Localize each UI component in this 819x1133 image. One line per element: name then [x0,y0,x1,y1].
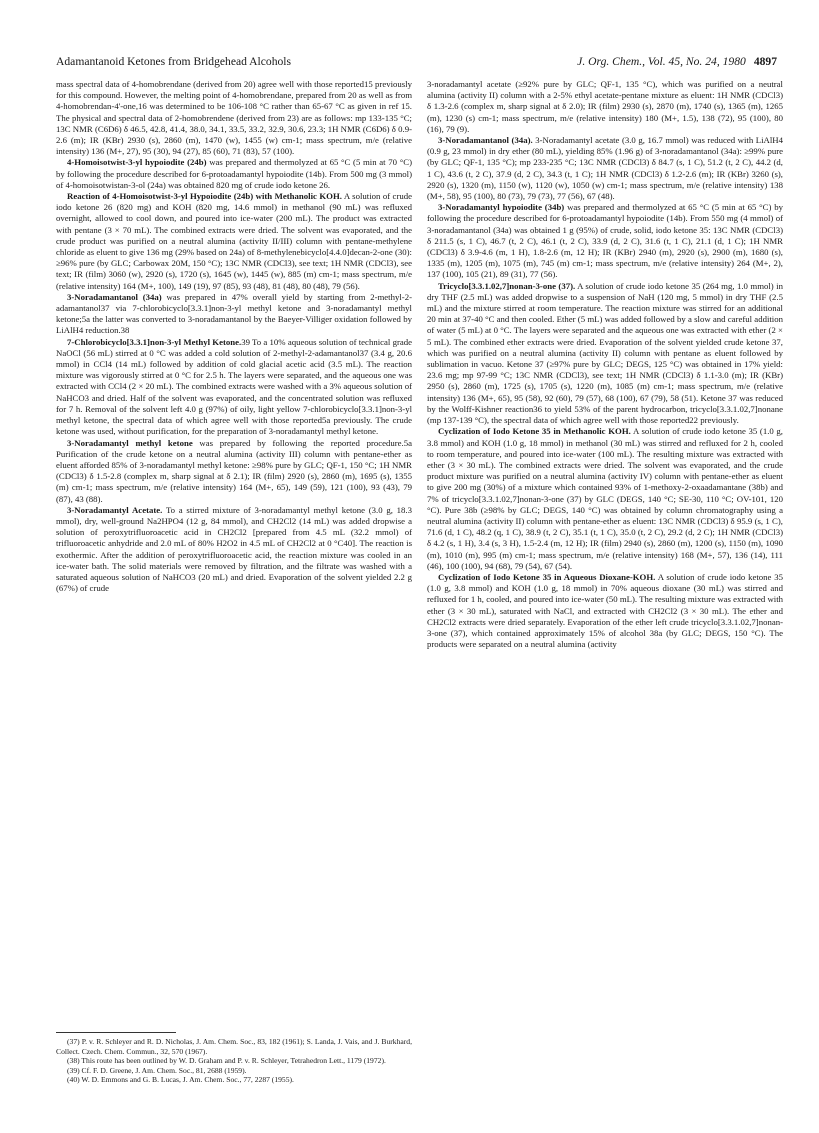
paragraph-heading: 3-Noradamantanol (34a). [438,135,533,146]
right-paragraph [427,79,783,135]
page-number: 4897 [753,55,777,68]
paragraph-heading: Tricyclo[3.3.1.02,7]nonan-3-one (37). [438,280,576,291]
right-paragraph [427,135,783,202]
left-paragraph [56,438,412,505]
footnote: (37) P. v. R. Schleyer and R. D. Nicholas, J. Am. Chem. Soc., 83, 182 (1961); S. Landa, J. Vais, and J. Burkhard, Collect. Czech. Chem. Commun., 32, 570 (1967). [56,1037,412,1056]
paragraph-heading: Cyclization of Iodo Ketone 35 in Methanolic KOH. [438,426,631,437]
paragraph-text: A solution of crude iodo ketone 35 (1.0 g, 3.8 mmol) and KOH (1.0 g, 18 mmol) in methanol (30 mL) was stirred and refluxed for 2 h, cooled to room temperature, and poured into ice-water (100 mL). The resulting mixture was extracted with ether (3 × 30 mL). The combined extracts were dried. The solvent was evaporated, and the crude product mixture was purified on a neutral alumina (activity IV) column with pentane-ether as eluent to give 200 mg (30%) of a mixture which contained 93% of 1-methoxy-2-oxaadamantane (38b) and 7% of tricyclo[3.3.1.02,7]nonan-3-one (37) by GLC (DEGS, 140 °C; SE-30, 110 °C; OV-101, 120 °C). Pure 38b (≥98% by GLC; DEGS, 140 °C) was obtained by column chromatography using a neutral alumina (activity II) column with pentane-ether as eluent: 13C NMR (CDCl3) δ 95.9 (s, 1 C), 71.6 (d, 1 C), 48.2 (q, 1 C), 38.9 (t, 2 C), 35.1 (t, 1 C), 35.0 (t, 2 C), 29.2 (d, 2 C); 1H NMR (CDCl3) δ 4.2 (s, 1 H), 3.4 (s, 3 H), 1.5-2.4 (m, 12 H); IR (film) 2940 (s), 2860 (m), 1200 (s), 1150 (m), 1090 (m), 1010 (m), 995 (m) cm-1; mass spectrum, m/e (relative intensity) 168 (M+, 57), 136 (14), 111 (46), 100 (100), 94 (68), 79 (54), 67 (54). [427,426,783,571]
paragraph-heading: 3-Noradamantanol (34a) [67,291,162,302]
footnote: (39) Cf. F. D. Greene, J. Am. Chem. Soc., 81, 2688 (1959). [67,1065,247,1075]
paragraph-text: 3-Noradamantyl acetate (3.0 g, 16.7 mmol) was reduced with LiAlH4 (0.9 g, 23 mmol) in dry ether (80 mL), yielding 85% (1.96 g) of 3-noradamantanol (34a): ≥99% pure (by GLC; QF-1, 135 °C); mp 233-235 °C; 13C NMR (CDCl3) δ 84.7 (s, 1 C), 51.2 (t, 2 C), 44.2 (d, 1 C), 43.6 (t, 2 C), 37.9 (d, 2 C), 34.3 (t, 1 C); 1H NMR (CDCl3) δ 1.2-2.6 (m); IR (KBr) 3260 (s), 2920 (s), 1320 (m), 1150 (w), 1120 (w), 1050 (w) cm-1; mass spectrum, m/e (relative intensity) 138 (M+, 58), 95 (100), 80 (73), 79 (73), 77 (56), 67 (48). [427,135,783,202]
footnote: (38) This route has been outlined by W. D. Graham and P. v. R. Schleyer, Tetrahedron Lett., 1179 (1972). [67,1056,386,1066]
left-paragraph [56,505,412,595]
left-paragraph [56,337,412,438]
running-title: Adamantanoid Ketones from Bridgehead Alcohols [56,55,292,68]
left-paragraph [56,79,412,157]
paragraph-heading: 3-Noradamantyl Acetate. [67,504,163,515]
journal-citation [577,55,777,68]
left-paragraph [56,157,412,191]
paragraph-text: A solution of crude iodo ketone 35 (1.0 g, 3.8 mmol) and KOH (1.0 g, 18 mmol) in 70% aqueous dioxane (30 mL) was stirred and refluxed for 1 h, cooled, and poured into ice-water (50 mL). The resulting mixture was extracted with ether (3 × 30 mL), saturated with NaCl, and extracted with CH2Cl2 (3 × 30 mL). The ether and CH2Cl2 extracts were dried separately. Evaporation of the ether left crude tricyclo[3.3.1.02,7]nonan-3-one (37), which contained approximately 15% of alcohol 38a (by GLC; DEGS, 150 °C). The products were separated on a neutral alumina (activity [427,571,783,650]
paragraph-heading: 7-Chlorobicyclo[3.3.1]non-3-yl Methyl Ketone. [67,336,242,347]
left-column [56,79,412,594]
paragraph-heading: Reaction of 4-Homoisotwist-3-yl Hypoiodite (24b) with Methanolic KOH. [67,191,342,202]
paragraph-text: A solution of crude iodo ketone 26 (820 mg) and KOH (820 mg, 14.6 mmol) in methanol (90 mL) was refluxed overnight, allowed to cool down, and poured into ice-water (200 mL). The product was extracted with pentane (3 × 70 mL). The combined extracts were dried. The solvent was evaporated, and the crude product was purified on a neutral alumina (activity II/III) column with pentane-methylene chloride as eluent to give 136 mg (29% based on 24a) of 8-methylenebicyclo[4.4.0]decan-2-one (30): ≥96% pure (by GLC; Carbowax 20M, 150 °C); 13C NMR (CDCl3), see text; 1H NMR (CDCl3), see text; IR (film) 3060 (w), 2920 (s), 1720 (s), 1645 (w), 1445 (w), 885 (m) cm-1; mass spectrum, m/e (relative intensity) 164 (M+, 100), 149 (19), 97 (85), 93 (48), 81 (48), 80 (48), 79 (56). [56,191,412,291]
right-paragraph [427,426,783,572]
footnote: (40) W. D. Emmons and G. B. Lucas, J. Am. Chem. Soc., 77, 2287 (1955). [67,1075,294,1085]
running-header [56,55,777,71]
paragraph-text: was prepared by following the reported procedure.5a Purification of the crude ketone on a neutral alumina (activity III) column with pentane-ether as eluent afforded 85% of 3-noradamantyl methyl ketone: ≥98% pure by GLC; QF-1, 150 °C; 1H NMR (CDCl3) δ 1.5-2.8 (complex m, sharp signal at δ 2.1); IR (film) 2920 (s), 2860 (m), 1695 (s), 1355 (m) cm-1; mass spectrum, m/e (relative intensity) 164 (M+, 65), 149 (59), 121 (100), 93 (43), 79 (87), 43 (88). [56,437,412,504]
paragraph-text: 3-noradamantyl acetate (≥92% pure by GLC; QF-1, 135 °C), which was purified on a neutral alumina (activity II) column with a 2-5% ethyl acetate-pentane mixture as eluent: 1H NMR (CDCl3) δ 1.3-2.6 (complex m, sharp signal at δ 2.0); IR (film) 2930 (s), 2870 (m), 1740 (s), 1365 (m), 1265 (m), 1230 (s) cm-1; mass spectrum, m/e (relative intensity) 180 (M+, 1.5), 138 (72), 95 (100), 80 (16), 79 (9). [427,79,783,134]
paragraph-text: To a stirred mixture of 3-noradamantyl methyl ketone (3.0 g, 18.3 mmol), dry, well-ground Na2HPO4 (12 g, 84 mmol), and CH2Cl2 (14 mL) was added dropwise a solution of peroxytrifluoroacetic acid in CH2Cl2 [prepared from 4.5 mL (32.2 mmol) of trifluoroacetic anhydride and 2.0 mL of 80% H2O2 in 4.5 mL of CH2Cl2 at 0 °C40]. The reaction is exothermic. After the addition of peroxytrifluoroacetic acid, the reaction mixture was cooled in an ice-water bath. The solid materials were removed by filtration, and the filtrate was washed with a saturated aqueous solution of NaHCO3 (20 mL) and dried. Evaporation of the solvent yielded 2.2 g (67%) of crude [56,504,412,594]
footnotes [56,1032,412,1085]
left-paragraph [56,292,412,337]
right-paragraph [427,202,783,280]
paragraph-heading: 3-Noradamantyl hypoiodite (34b) [438,202,565,213]
right-paragraph [427,281,783,427]
right-paragraph [427,572,783,650]
paragraph-text: was prepared and thermolyzed at 65 °C (5 min at 70 °C) by following the procedure described for 6-protoadamantyl hypoiodite (14b). From 500 mg (3 mmol) of 4-homoisotwistan-3-ol (24a) was obtained 820 mg of crude iodo ketone 26. [56,157,412,190]
paragraph-text: was prepared and thermolyzed at 65 °C (5 min at 65 °C) by following the procedure described for 6-protoadamantyl hypoiodite (14b). From 550 mg (4 mmol) of 3-noradamantanol (34a) was obtained 1 g (95%) of crude, solid, iodo ketone 35: 13C NMR (CDCl3) δ 211.5 (s, 1 C), 46.7 (t, 2 C), 46.1 (t, 2 C), 33.9 (d, 2 C), 31.6 (t, 1 C), 21.1 (d, 1 C); 1H NMR (CDCl3) δ 3.9-4.6 (m, 1 H), 1.8-2.6 (m, 12 H); IR (KBr) 2940 (m), 2920 (s), 2900 (m), 1680 (s), 1335 (m), 1205 (m), 1075 (m), 745 (m) cm-1; mass spectrum, m/e (relative intensity) 264 (M+, 2), 137 (100), 105 (21), 89 (31), 77 (56). [427,202,783,280]
left-paragraph [56,191,412,292]
paragraph-text: A solution of crude iodo ketone 35 (264 mg, 1.0 mmol) in dry THF (2.5 mL) was added dropwise to a suspension of NaH (120 mg, 5 mmol) in dry THF (2.5 mL) and the mixture stirred at room temperature. The reaction mixture was stirred for an additional 20 min at 37-40 °C and then cooled. Ether (5 mL) was added followed by a slow and careful addition of water (5 mL) at 0 °C. The layers were separated and the aqueous one was extracted with ether (2 × 5 mL). The combined ether extracts were dried. Evaporation of the solvent yielded crude ketone 37, which was purified on a neutral alumina (activity II) column with pentane as eluent followed by sublimation in vacuo. Ketone 37 (≥97% pure by GLC; DEGS, 125 °C) was obtained in 17% yield: 23.6 mg; mp 97-99 °C; 13C NMR (CDCl3), see text; 1H NMR (CDCl3) δ 1.1-3.0 (m); IR (KBr) 2950 (s), 2860 (m), 1725 (s), 1705 (s), 1220 (m), 1085 (m) cm-1; mass spectrum, m/e (relative intensity) 136 (M+, 65), 95 (58), 92 (60), 79 (57), 68 (100), 67 (79), 58 (51). Ketone 37 was reduced by the Wolff-Kishner reaction36 to yield 53% of the parent hydrocarbon, tricyclo[3.3.1.02,7]nonane (mp 137-139 °C), the spectral data of which agree well with those reported22 previously. [427,280,783,426]
right-column [427,79,783,650]
paragraph-heading: Cyclization of Iodo Ketone 35 in Aqueous Dioxane-KOH. [438,571,656,582]
footnote-rule [56,1032,176,1033]
paragraph-text: was prepared in 47% overall yield by starting from 2-methyl-2-adamantanol37 via 7-chlorobicyclo[3.3.1]non-3-yl methyl ketone and 3-noradamantyl methyl ketone;5a the latter was converted to 3-noradamantanol by the Baeyer-Villiger oxidation followed by LiAlH4 reduction.38 [56,291,412,336]
paragraph-text: mass spectral data of 4-homobrendane (derived from 20) agree well with those reported15 previously for this compound. However, the melting point of 4-homobrendane, prepared from 20 as well as from 4-homobrendan-4'-one,16 was determined to be 106-108 °C rather than 65-67 °C as given in ref 15. The physical and spectral data of 2-homobrendene (derived from 23) are as follows: mp 133-135 °C; 13C NMR (C6D6) δ 46.5, 42.8, 41.4, 38.0, 34.1, 33.5, 33.2, 32.9, 30.6, 23.3; 1H NMR (C6D6) δ 0.9-2.6 (m); IR (KBr) 2930 (s), 2860 (m), 1470 (w), 1455 (w) cm-1; mass spectrum, m/e (relative intensity) 136 (M+, 27), 95 (30), 94 (27), 85 (60), 71 (83), 57 (100). [56,79,412,157]
paragraph-text: 39 To a 10% aqueous solution of technical grade NaOCl (56 mL) stirred at 0 °C was added a cold solution of 2-methyl-2-adamantanol37 (3.4 g, 20.6 mmol) in CCl4 (14 mL) followed by addition of cold glacial acetic acid (3.5 mL). The reaction mixture was vigorously stirred at 0 °C for 2.5 h. The layers were separated, and the aqueous one was extracted with CCl4 (2 × 20 mL). The combined extracts were washed with a 3% aqueous solution of NaHCO3 and dried. Half of the solvent was evaporated, and the concentrated solution was refluxed for 7 h. Removal of the solvent left 4.0 g (97%) of oily, light yellow 7-chlorobicyclo[3.3.1]non-3-yl methyl ketone, the spectral data of which agree well with those reported5a previously. The crude ketone was used, without purification, for the preparation of 3-noradamantyl methyl ketone. [56,336,412,437]
paragraph-heading: 3-Noradamantyl methyl ketone [67,437,193,448]
journal-name: J. Org. Chem., Vol. 45, No. 24, 1980 [577,55,746,68]
paragraph-heading: 4-Homoisotwist-3-yl hypoiodite (24b) [67,157,207,168]
